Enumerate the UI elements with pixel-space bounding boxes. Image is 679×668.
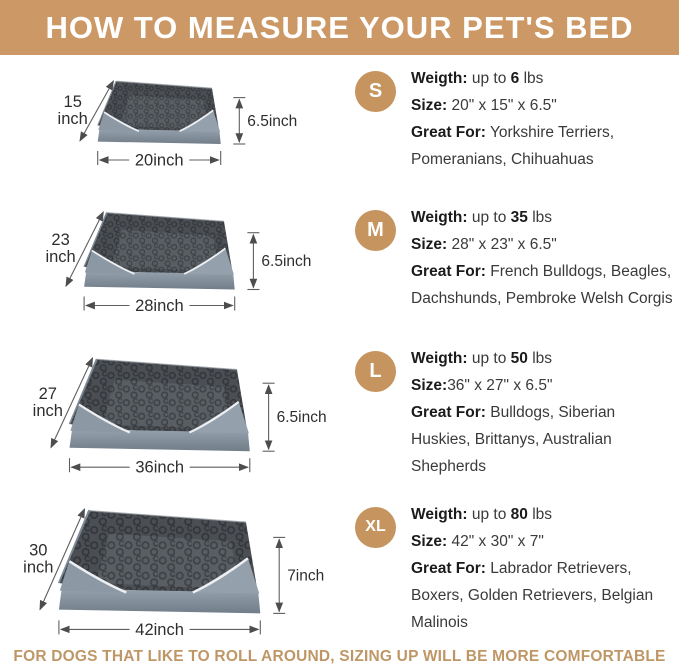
bed-cell-m bbox=[0, 198, 345, 318]
bed-figure-l bbox=[15, 344, 331, 480]
height-label: 6.5inch bbox=[246, 112, 297, 130]
size-row-s bbox=[0, 55, 679, 183]
depth-unit-label: inch bbox=[32, 401, 63, 420]
depth-unit-label: inch bbox=[22, 557, 53, 576]
footer-note: FOR DOGS THAT LIKE TO ROLL AROUND, SIZING UP WILL BE MORE COMFORTABLE bbox=[13, 647, 666, 665]
spec-cell-l bbox=[345, 345, 679, 480]
width-label: 36inch bbox=[134, 458, 184, 477]
spec-greatfor-line: Great For: French Bulldogs, Beagles, Dachshunds, Pembroke Welsh Corgis bbox=[411, 263, 673, 307]
bed-cell-xl bbox=[0, 495, 345, 642]
width-label: 28inch bbox=[134, 297, 184, 315]
width-label: 42inch bbox=[134, 620, 184, 639]
height-label: 6.5inch bbox=[260, 253, 311, 271]
size-badge-s: S bbox=[355, 71, 396, 112]
bed-figure-xl bbox=[4, 495, 342, 642]
page-title: HOW TO MEASURE YOUR PET'S BED bbox=[45, 9, 634, 45]
spec-size-line: Size:36" x 27" x 6.5" bbox=[411, 376, 553, 394]
spec-text-xl bbox=[411, 501, 673, 636]
size-row-l bbox=[0, 333, 679, 491]
bed-figure-m bbox=[30, 198, 316, 318]
spec-weight-line: Weigth: up to 50 lbs bbox=[411, 349, 553, 367]
spec-weight-line: Weigth: up to 80 lbs bbox=[411, 505, 553, 523]
depth-value-label: 15 bbox=[63, 92, 82, 111]
spec-size-line: Size: 28" x 23" x 6.5" bbox=[411, 236, 557, 253]
height-label: 7inch bbox=[286, 566, 324, 584]
size-badge-xl: XL bbox=[355, 507, 396, 548]
size-badge-m: M bbox=[355, 210, 396, 251]
bed-graphic bbox=[97, 80, 221, 143]
header-banner bbox=[0, 0, 679, 55]
spec-greatfor-line: Great For: Labrador Retrievers, Boxers, Golden Retrievers, Belgian Malinois bbox=[411, 559, 654, 631]
size-row-m bbox=[0, 183, 679, 333]
footer-banner bbox=[0, 645, 679, 668]
width-label: 20inch bbox=[134, 151, 184, 169]
spec-weight-line: Weigth: up to 35 lbs bbox=[411, 209, 553, 226]
spec-text-l bbox=[411, 345, 673, 480]
size-rows bbox=[0, 55, 679, 645]
spec-cell-s bbox=[345, 65, 679, 173]
pet-bed-illustration bbox=[30, 198, 316, 318]
height-label: 6.5inch bbox=[276, 409, 327, 427]
spec-weight-line: Weigth: up to 6 lbs bbox=[411, 70, 544, 87]
spec-text-s bbox=[411, 65, 673, 173]
size-row-xl bbox=[0, 491, 679, 645]
spec-size-line: Size: 20" x 15" x 6.5" bbox=[411, 97, 557, 114]
spec-size-line: Size: 42" x 30" x 7" bbox=[411, 532, 544, 550]
depth-value-label: 27 bbox=[38, 384, 57, 403]
bed-cell-l bbox=[0, 344, 345, 480]
depth-unit-label: inch bbox=[44, 248, 76, 266]
pet-bed-illustration bbox=[4, 495, 342, 642]
bed-figure-s bbox=[44, 67, 302, 172]
bed-graphic bbox=[57, 509, 259, 613]
depth-unit-label: inch bbox=[57, 109, 88, 128]
spec-cell-xl bbox=[345, 501, 679, 636]
bed-graphic bbox=[68, 359, 249, 452]
spec-text-m bbox=[411, 204, 673, 312]
bed-cell-s bbox=[0, 67, 345, 172]
depth-value-label: 30 bbox=[28, 540, 47, 559]
pet-bed-illustration bbox=[15, 344, 331, 480]
pet-bed-illustration bbox=[44, 67, 302, 172]
size-badge-l: L bbox=[355, 351, 396, 392]
depth-value-label: 23 bbox=[50, 231, 70, 249]
spec-greatfor-line: Great For: Yorkshire Terriers, Pomeranians, Chihuahuas bbox=[411, 124, 615, 168]
bed-graphic bbox=[83, 212, 234, 289]
spec-greatfor-line: Great For: Bulldogs, Siberian Huskies, Brittanys, Australian Shepherds bbox=[411, 403, 616, 475]
spec-cell-m bbox=[345, 204, 679, 312]
